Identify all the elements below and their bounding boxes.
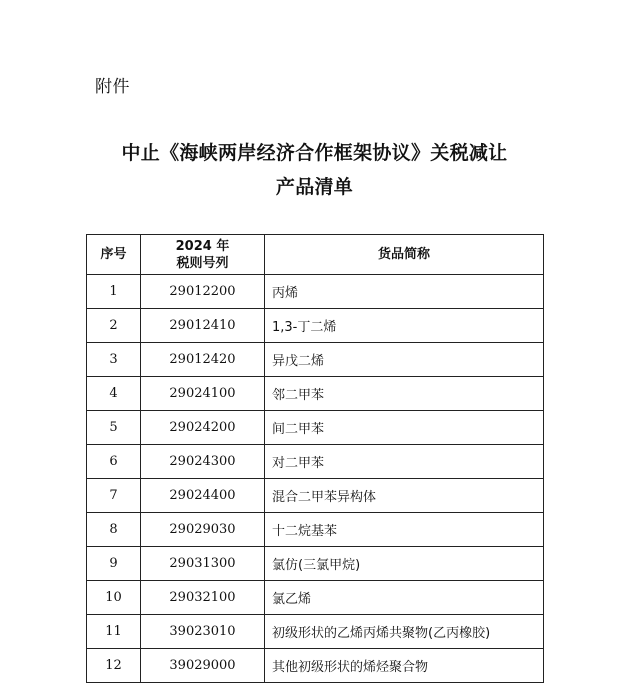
- row-goods-name-cell: 对二甲苯: [265, 445, 544, 479]
- row-tariff-code-cell: 29024200: [141, 411, 265, 445]
- table-row: [87, 649, 544, 683]
- table-row: [87, 275, 544, 309]
- table-row: [87, 479, 544, 513]
- table-row: [87, 309, 544, 343]
- table-row: [87, 445, 544, 479]
- row-seq-cell: 9: [87, 547, 141, 581]
- row-seq-cell: 2: [87, 309, 141, 343]
- row-seq-cell: 4: [87, 377, 141, 411]
- row-goods-name-cell: 1,3-丁二烯: [265, 309, 544, 343]
- row-seq-cell: 3: [87, 343, 141, 377]
- table-row: [87, 513, 544, 547]
- row-seq-cell: 1: [87, 275, 141, 309]
- table-header-row: [87, 235, 544, 275]
- row-goods-name-cell: 氯仿(三氯甲烷): [265, 547, 544, 581]
- table-row: [87, 411, 544, 445]
- row-goods-name-cell: 间二甲苯: [265, 411, 544, 445]
- row-tariff-code-cell: 29024300: [141, 445, 265, 479]
- row-seq-cell: 5: [87, 411, 141, 445]
- table-row: [87, 547, 544, 581]
- row-goods-name-cell: 丙烯: [265, 275, 544, 309]
- row-seq-cell: 12: [87, 649, 141, 683]
- row-tariff-code-cell: 29012420: [141, 343, 265, 377]
- table-row: [87, 343, 544, 377]
- table-row: [87, 377, 544, 411]
- row-tariff-code-cell: 29012200: [141, 275, 265, 309]
- row-tariff-code-cell: 29024400: [141, 479, 265, 513]
- row-goods-name-cell: 异戊二烯: [265, 343, 544, 377]
- document-title: 中止《海峡两岸经济合作框架协议》关税减让: [121, 142, 508, 164]
- row-goods-name-cell: 初级形状的乙烯丙烯共聚物(乙丙橡胶): [265, 615, 544, 649]
- row-goods-name-cell: 混合二甲苯异构体: [265, 479, 544, 513]
- row-tariff-code-cell: 29032100: [141, 581, 265, 615]
- row-seq-cell: 7: [87, 479, 141, 513]
- row-seq-cell: 11: [87, 615, 141, 649]
- row-goods-name-cell: 其他初级形状的烯烃聚合物: [265, 649, 544, 683]
- row-goods-name-cell: 氯乙烯: [265, 581, 544, 615]
- row-tariff-code-cell: 29024100: [141, 377, 265, 411]
- row-tariff-code-cell: 29031300: [141, 547, 265, 581]
- row-tariff-code-cell: 39029000: [141, 649, 265, 683]
- table-row: [87, 581, 544, 615]
- row-seq-cell: 6: [87, 445, 141, 479]
- header-tariff-code-year: 2024 年: [175, 238, 230, 254]
- row-seq-cell: 8: [87, 513, 141, 547]
- row-tariff-code-cell: 29029030: [141, 513, 265, 547]
- header-tariff-code: [141, 235, 265, 275]
- row-seq-cell: 10: [87, 581, 141, 615]
- row-goods-name-cell: 邻二甲苯: [265, 377, 544, 411]
- row-goods-name-cell: 十二烷基苯: [265, 513, 544, 547]
- table-row: [87, 615, 544, 649]
- header-tariff-code-label: 税则号列: [176, 255, 229, 271]
- document-title-continued: 产品清单: [275, 176, 354, 198]
- header-seq: 序号: [87, 235, 141, 275]
- row-tariff-code-cell: 29012410: [141, 309, 265, 343]
- product-list-table: [86, 234, 544, 683]
- attachment-label: 附件: [95, 77, 130, 97]
- header-goods-name: 货品简称: [265, 235, 544, 275]
- row-tariff-code-cell: 39023010: [141, 615, 265, 649]
